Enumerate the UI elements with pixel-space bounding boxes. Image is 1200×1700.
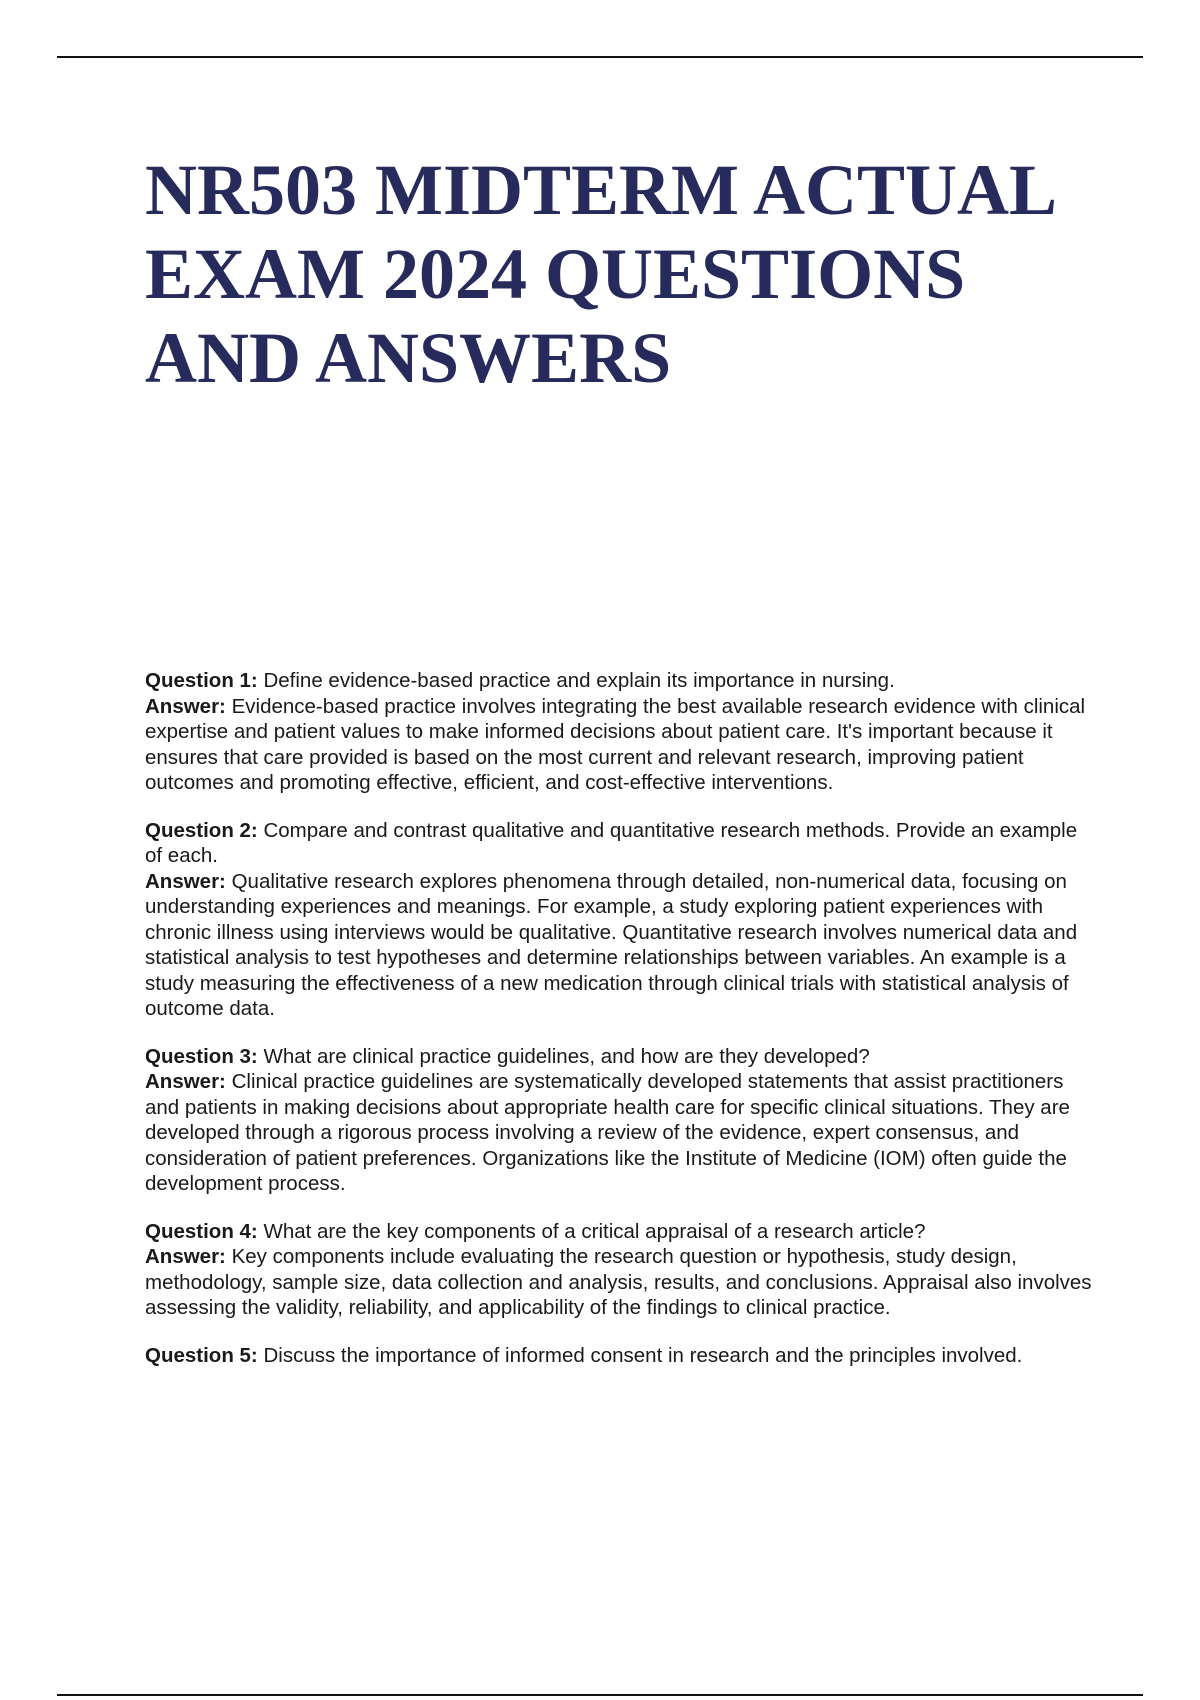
document-title (145, 148, 1105, 400)
question-3 (145, 1044, 1095, 1070)
answer-label: Answer: (145, 694, 226, 718)
question-text: Discuss the importance of informed consent in research and the principles involved. (263, 1343, 1023, 1367)
answer-label: Answer: (145, 1245, 226, 1268)
title-line-2: EXAM 2024 QUESTIONS (145, 234, 966, 314)
question-text: Compare and contrast qualitative and quantitative research methods. Provide an example of each. (145, 818, 1078, 867)
question-label: Question 3: (145, 1044, 258, 1068)
question-2 (145, 818, 1095, 869)
title-line-3: AND ANSWERS (145, 318, 672, 398)
question-label: Question 1: (145, 669, 258, 692)
question-5 (145, 1343, 1095, 1369)
question-text: What are the key components of a critical appraisal of a research article? (263, 1219, 926, 1243)
title-line-1: NR503 MIDTERM ACTUAL (145, 150, 1058, 230)
question-1 (145, 668, 1095, 694)
question-text: Define evidence-based practice and explain its importance in nursing. (263, 669, 895, 692)
answer-label: Answer: (145, 869, 226, 893)
answer-3 (145, 1069, 1095, 1197)
answer-text: Qualitative research explores phenomena through detailed, non-numerical data, focusing on understanding experiences and meanings. For example, a study exploring patient experiences with chronic illness using interviews would be qualitative. Quantitative research involves numerical data and statistical analysis to test hypotheses and determine relationships between variables. An example is a study measuring the effectiveness of a new medication through clinical trials with statistical analysis of outcome data. (145, 869, 1078, 1020)
top-rule (57, 56, 1143, 58)
question-4 (145, 1219, 1095, 1245)
question-label: Question 4: (145, 1219, 258, 1243)
answer-2 (145, 869, 1095, 1022)
answer-label: Answer: (145, 1070, 226, 1093)
bottom-rule (57, 1694, 1143, 1696)
answer-text: Key components include evaluating the research question or hypothesis, study design, methodology, sample size, data collection and analysis, results, and conclusions. Appraisal also involves assessing the validity, reliability, and applicability of the findings to clinical practice. (145, 1245, 1092, 1319)
qa-list (145, 668, 1095, 1390)
qa-item-5 (145, 1343, 1095, 1369)
answer-text: Clinical practice guidelines are systematically developed statements that assist practitioners and patients in making decisions about appropriate health care for specific clinical situations. They are developed through a rigorous process involving a review of the evidence, expert consensus, and consideration of patient preferences. Organizations like the Institute of Medicine (IOM) often guide the development process. (145, 1070, 1070, 1195)
qa-item-2 (145, 818, 1095, 1022)
answer-1 (145, 694, 1095, 796)
qa-item-4 (145, 1219, 1095, 1321)
question-label: Question 2: (145, 818, 258, 842)
answer-text: Evidence-based practice involves integrating the best available research evidence with clinical expertise and patient values to make informed decisions about patient care. It's important because it ensures that care provided is based on the most current and relevant research, improving patient outcomes and promoting effective, efficient, and cost-effective interventions. (145, 694, 1086, 794)
qa-item-3 (145, 1044, 1095, 1197)
answer-4 (145, 1244, 1095, 1321)
qa-item-1 (145, 668, 1095, 796)
question-text: What are clinical practice guidelines, and how are they developed? (263, 1044, 870, 1068)
question-label: Question 5: (145, 1343, 258, 1367)
